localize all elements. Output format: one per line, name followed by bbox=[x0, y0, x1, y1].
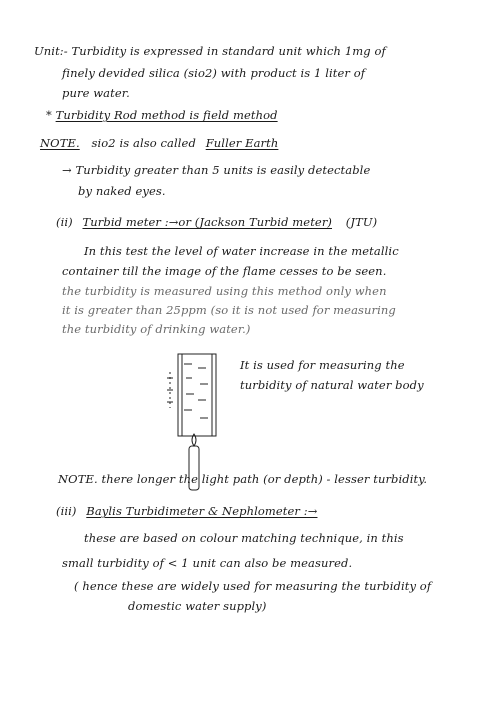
jtu-marker: (ii) bbox=[56, 215, 73, 229]
rod-method-line bbox=[46, 108, 278, 122]
fuller-earth-term: Fuller Earth bbox=[205, 136, 279, 150]
note-fuller-earth bbox=[40, 136, 278, 150]
note-label: NOTE. bbox=[40, 136, 80, 150]
jackson-turbidimeter-sketch bbox=[162, 350, 232, 492]
baylis-heading: Baylis Turbidimeter & Nephlometer :→ bbox=[86, 504, 318, 518]
jtu-use-line-1: It is used for measuring the bbox=[240, 358, 405, 372]
baylis-heading-line bbox=[56, 504, 317, 518]
baylis-line-4: domestic water supply) bbox=[128, 599, 267, 613]
note-text: sio2 is also called bbox=[91, 136, 196, 150]
jtu-line-1: In this test the level of water increase in the metallic bbox=[84, 244, 399, 258]
baylis-line-2: small turbidity of < 1 unit can also be measured. bbox=[62, 556, 353, 570]
jtu-line-3: the turbidity is measured using this method only when bbox=[62, 284, 387, 298]
baylis-line-1: these are based on colour matching technique, in this bbox=[84, 531, 404, 545]
note-light-path: NOTE. there longer the light path (or depth) - lesser turbidity. bbox=[58, 472, 428, 486]
unit-line-2: finely devided silica (sio2) with product is 1 liter of bbox=[62, 66, 366, 80]
jtu-use-line-2: turbidity of natural water body bbox=[240, 378, 424, 392]
jtu-line-2: container till the image of the flame cesses to be seen. bbox=[62, 264, 387, 278]
unit-line-3: pure water. bbox=[62, 86, 130, 100]
bullet-star-icon: * bbox=[46, 108, 56, 122]
unit-line-1: Unit:- Turbidity is expressed in standard unit which 1mg of bbox=[34, 44, 386, 58]
baylis-line-3: ( hence these are widely used for measuring the turbidity of bbox=[74, 579, 432, 593]
jtu-heading: Turbid meter :→or (Jackson Turbid meter) bbox=[82, 215, 333, 229]
jtu-abbrev: (JTU) bbox=[345, 215, 378, 229]
jtu-line-4: it is greater than 25ppm (so it is not used for measuring bbox=[62, 303, 396, 317]
tube-outline bbox=[178, 354, 216, 436]
naked-eye-line-2: by naked eyes. bbox=[78, 184, 166, 198]
baylis-marker: (iii) bbox=[56, 504, 77, 518]
rod-method-text: Turbidity Rod method is field method bbox=[55, 108, 278, 122]
jtu-line-5: the turbidity of drinking water.) bbox=[62, 322, 251, 336]
jtu-heading-line bbox=[56, 215, 377, 229]
naked-eye-line-1: → Turbidity greater than 5 units is easily detectable bbox=[62, 163, 371, 177]
